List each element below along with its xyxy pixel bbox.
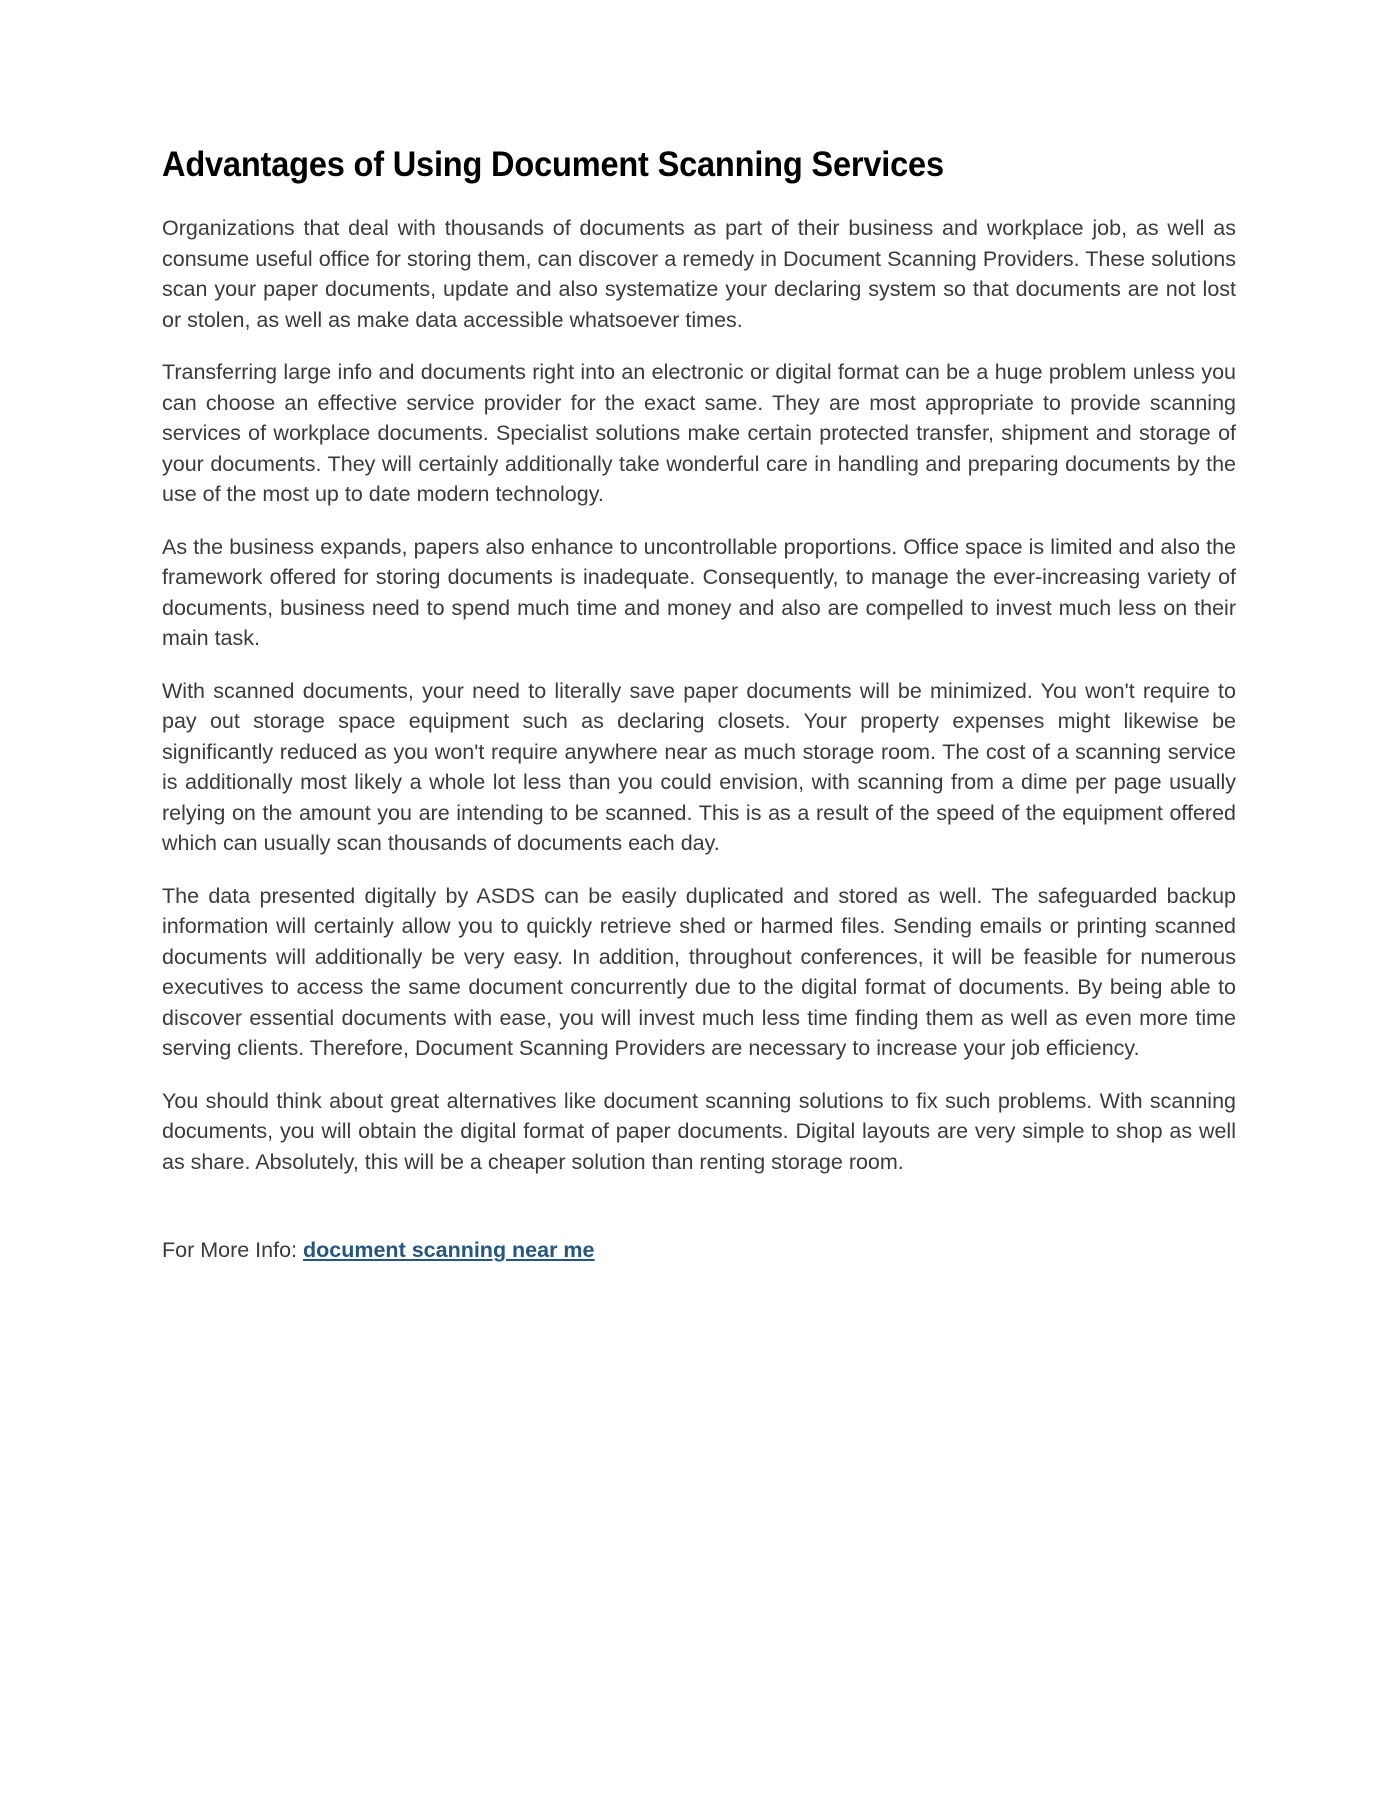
paragraph-2: Transferring large info and documents right into an electronic or digital format can be a huge problem unless you can choose an effective service provider for the exact same. They are most appropriate to provide scanning services of workplace documents. Specialist solutions make certain protected transfer, shipment and storage of your documents. They will certainly additionally take wonderful care in handling and preparing documents by the use of the most up to date modern technology. xyxy=(162,360,1236,507)
page-title: Advantages of Using Document Scanning Services xyxy=(162,145,944,184)
paragraph-4: With scanned documents, your need to literally save paper documents will be minimized. You won't require to pay out storage space equipment such as declaring closets. Your property expenses might likewise be significantly reduced as you won't require anywhere near as much storage room. The cost of a scanning service is additionally most likely a whole lot less than you could envision, with scanning from a dime per page usually relying on the amount you are intending to be scanned. This is as a result of the speed of the equipment offered which can usually scan thousands of documents each day. xyxy=(162,678,1236,856)
more-info-line xyxy=(162,1235,1236,1266)
paragraph-3: As the business expands, papers also enhance to uncontrollable proportions. Office space is limited and also the framework offered for storing documents is inadequate. Consequently, to manage the ever-increasing variety of documents, business need to spend much time and money and also are compelled to invest much less on their main task. xyxy=(162,534,1236,651)
paragraph-6: You should think about great alternatives like document scanning solutions to fix such problems. With scanning documents, you will obtain the digital format of paper documents. Digital layouts are very simple to shop as well as share. Absolutely, this will be a cheaper solution than renting storage room. xyxy=(162,1088,1236,1174)
paragraph-1: Organizations that deal with thousands of documents as part of their business and workplace job, as well as consume useful office for storing them, can discover a remedy in Document Scanning Providers. These solutions scan your paper documents, update and also systematize your declaring system so that documents are not lost or stolen, as well as make data accessible whatsoever times. xyxy=(162,216,1236,332)
more-info-label: For More Info: xyxy=(162,1238,303,1263)
document-scanning-near-me-link[interactable]: document scanning near me xyxy=(303,1238,595,1263)
document-body xyxy=(162,144,1236,1266)
paragraph-5: The data presented digitally by ASDS can be easily duplicated and stored as well. The safeguarded backup information will certainly allow you to quickly retrieve shed or harmed files. Sending emails or printing scanned documents will additionally be very easy. In addition, throughout conferences, it will be feasible for numerous executives to access the same document concurrently due to the digital format of documents. By being able to discover essential documents with ease, you will invest much less time finding them as well as even more time serving clients. Therefore, Document Scanning Providers are necessary to increase your job efficiency. xyxy=(162,883,1236,1061)
